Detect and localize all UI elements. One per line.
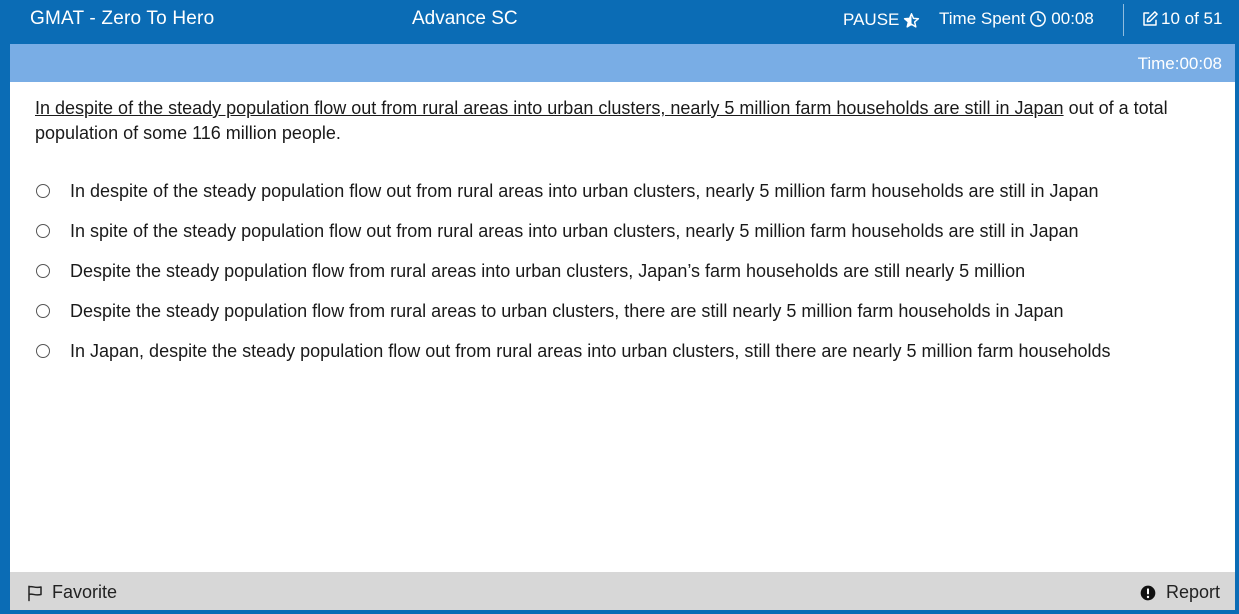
option-text: In spite of the steady population flow out from rural areas into urban clusters, nearly 5 million farm households are still in Japan	[70, 220, 1079, 241]
question-timer: Time:00:08	[1137, 54, 1222, 73]
radio-button[interactable]	[36, 184, 50, 198]
time-spent-label: Time Spent	[939, 9, 1026, 28]
option-text: Despite the steady population flow from rural areas to urban clusters, there are still nearly 5 million farm households in Japan	[70, 300, 1064, 321]
favorite-label: Favorite	[52, 582, 118, 602]
answer-option-c[interactable]	[35, 251, 1225, 291]
clock-icon	[1029, 10, 1047, 28]
question-rest: out of a total population of some 116 million people.	[35, 98, 1168, 143]
answer-option-e[interactable]	[35, 331, 1225, 371]
top-header-bar	[0, 0, 1239, 40]
section-title: Advance SC	[412, 8, 518, 29]
radio-button[interactable]	[36, 224, 50, 238]
timer-strip	[10, 44, 1235, 82]
answer-option-a[interactable]	[35, 171, 1225, 211]
header-divider	[1123, 4, 1124, 36]
footer-bar	[10, 572, 1235, 610]
option-text: In Japan, despite the steady population flow out from rural areas into urban clusters, still there are nearly 5 million farm households	[70, 340, 1111, 361]
pause-label: PAUSE	[843, 10, 900, 29]
report-label: Report	[1165, 582, 1220, 602]
pause-button[interactable]	[843, 10, 920, 30]
question-stem	[35, 96, 1215, 146]
app-title: GMAT - Zero To Hero	[30, 8, 215, 29]
question-progress	[1141, 9, 1222, 29]
progress-text: 10 of 51	[1161, 9, 1223, 28]
option-text: Despite the steady population flow from rural areas into urban clusters, Japan’s farm households are still nearly 5 million	[70, 260, 1026, 281]
radio-button[interactable]	[36, 344, 50, 358]
radio-button[interactable]	[36, 304, 50, 318]
option-text: In despite of the steady population flow out from rural areas into urban clusters, nearly 5 million farm households are still in Japan	[70, 180, 1099, 201]
time-spent	[939, 9, 1094, 29]
answer-options	[35, 171, 1225, 371]
star-icon	[903, 12, 920, 29]
flag-icon	[26, 584, 44, 602]
report-button[interactable]	[1140, 582, 1220, 603]
answer-option-d[interactable]	[35, 291, 1225, 331]
answer-option-b[interactable]	[35, 211, 1225, 251]
time-spent-value: 00:08	[1051, 9, 1094, 28]
radio-button[interactable]	[36, 264, 50, 278]
alert-icon	[1140, 585, 1156, 601]
question-underlined-part: In despite of the steady population flow out from rural areas into urban clusters, nearly 5 million farm households are still in Japan	[35, 98, 1064, 118]
question-panel	[10, 44, 1235, 610]
favorite-button[interactable]	[26, 582, 117, 603]
edit-icon	[1141, 10, 1159, 28]
